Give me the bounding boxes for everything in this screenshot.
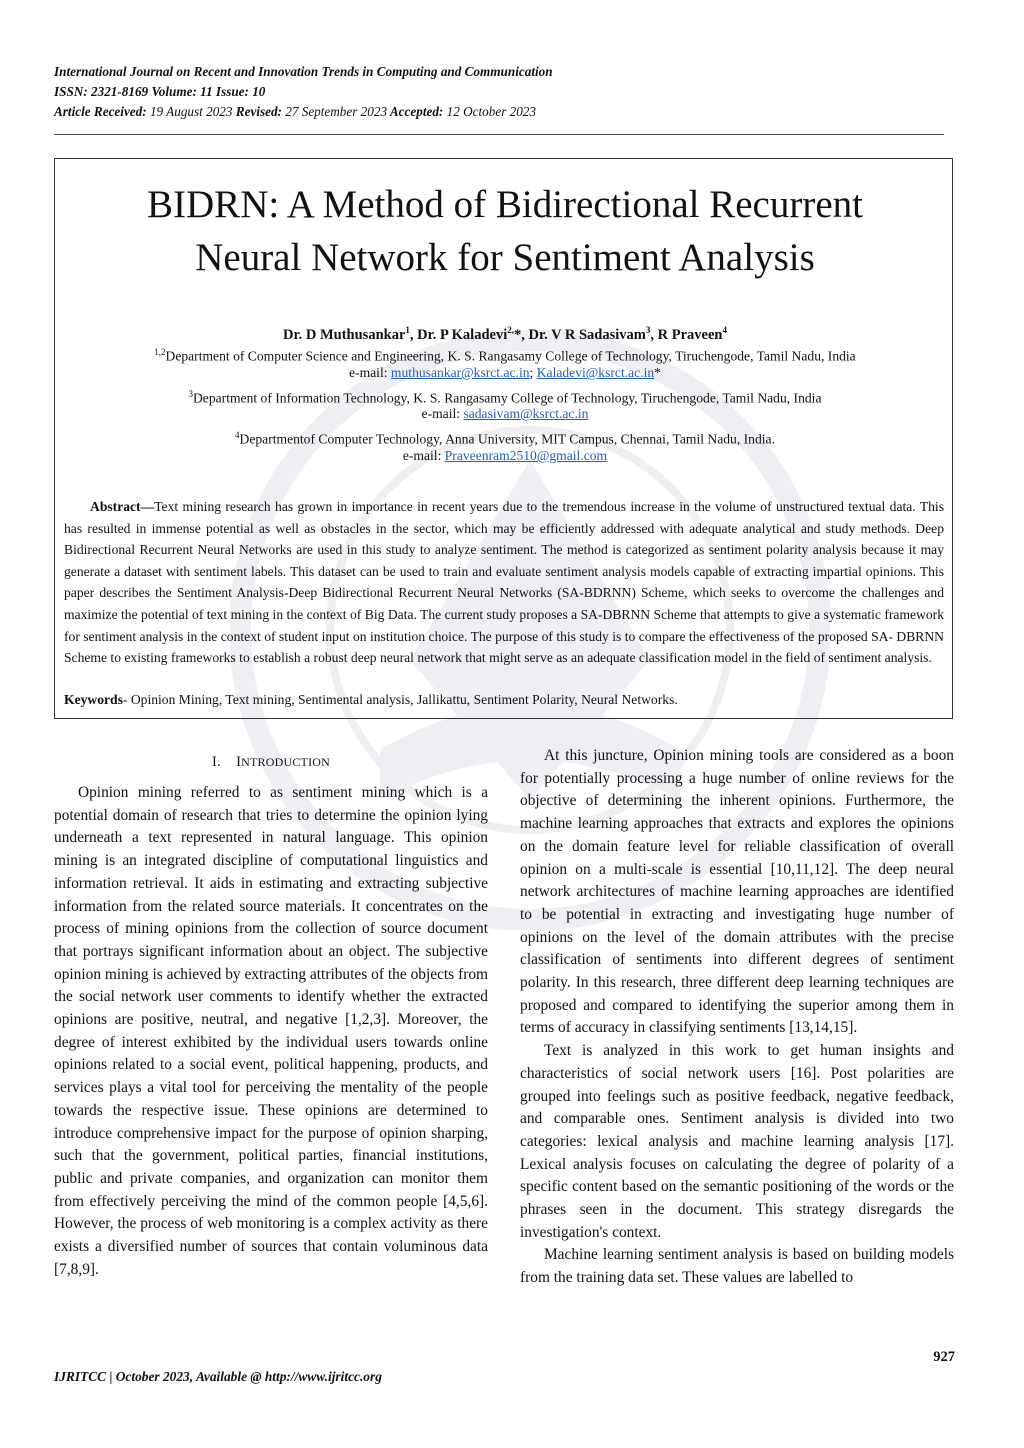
keywords-label: Keywords — [64, 692, 123, 707]
affiliation-1-text: Department of Computer Science and Engineering, K. S. Rangasamy College of Technology, Tiruchengode, Tamil Nadu, India — [165, 348, 856, 364]
journal-name: International Journal on Recent and Innovation Trends in Computing and Communication — [54, 64, 553, 79]
email-line-3 — [0, 446, 1010, 466]
left-column — [54, 782, 488, 1281]
abstract-text: Text mining research has grown in importance in recent years due to the tremendous increase in the volume of unstructured textual data. This has resulted in immense potential as well as obstacles in the sector, which may be efficiently addressed with adequate analytical and study methods. Deep Bidirectional Recurrent Neural Networks are used in this study to analyze sentiment. The method is categorized as sentiment polarity analysis because it may generate a dataset with sentiment labels. This dataset can be used to train and evaluate sentiment analysis models capable of extracting impartial opinions. This paper describes the Sentiment Analysis-Deep Bidirectional Recurrent Neural Networks (SA-BDRNN) Scheme, which seeks to overcome the challenges and maximize the potential of text mining in the context of Big Data. The current study proposes a SA-DBRNN Scheme that attempts to give a systematic framework for sentiment analysis in the context of student input on institution choice. The purpose of this study is to compare the effectiveness of the proposed SA- DBRNN Scheme to existing frameworks to establish a robust deep neural network that might serve as an adequate classification model in the field of sentiment analysis. — [64, 499, 944, 666]
author-2: Dr. P Kaladevi — [417, 326, 508, 343]
accepted-date: 12 October 2023 — [446, 104, 536, 119]
right-column — [520, 745, 954, 1290]
email-link-muthusankar[interactable]: muthusankar@ksrct.ac.in — [390, 365, 530, 380]
affiliation-3-text: Departmentof Computer Technology, Anna University, MIT Campus, Chennai, Tamil Nadu, India. — [239, 431, 775, 447]
author-2-sup: 2, — [507, 325, 514, 335]
page-number: 927 — [933, 1349, 955, 1365]
section-first-letter: I — [236, 754, 242, 770]
email-link-kaladevi[interactable]: Kaladevi@ksrct.ac.in — [536, 365, 655, 380]
author-1: Dr. D Muthusankar — [283, 326, 406, 343]
paragraph: At this juncture, Opinion mining tools are considered as a boon for potentially processing a huge number of online reviews for the objective of determining the inherent opinions. Furthermore, the machine learning approaches that extracts and explores the opinions on the domain feature level for reliable classification of overall opinion on a multi-scale is essential [10,11,12]. The deep neural network architectures of machine learning approaches are identified to be potential in extracting and investigating huge number of opinions on the level of the domain attributes with the precise classification of sentiments into different degrees of sentiment polarity. In this research, three different deep learning techniques are proposed and compared to identifying the superior among them in terms of accuracy in classifying sentiments [13,14,15]. — [520, 747, 954, 1037]
section-number: I. — [211, 754, 221, 770]
paragraph: Text is analyzed in this work to get human insights and characteristics of social network users [16]. Post polarities are grouped into feelings such as positive feedback, negative feedback, and comparable ones. Sentiment analysis is divided into two categories: lexical analysis and machine learning analysis [17]. Lexical analysis focuses on calculating the degree of polarity of a specific content based on the semantic positioning of the words or the phrases seen in the document. This strategy disregards the investigation's context. — [520, 1042, 954, 1241]
email-line-2 — [0, 404, 1010, 424]
email-label: e-mail: — [402, 448, 442, 463]
author-4: R Praveen — [657, 326, 723, 343]
paper-title — [0, 178, 1010, 284]
section-title-rest: NTRODUCTION — [241, 755, 331, 769]
received-label: Article Received: — [54, 104, 147, 119]
revised-label: Revised: — [235, 104, 282, 119]
journal-header — [54, 62, 954, 122]
revised-date: 27 September 2023 — [285, 104, 388, 119]
abstract-label: Abstract— — [90, 499, 155, 514]
email-line-1: e-mail: muthusankar@ksrct.ac.in; Kaladevi@ksrct.ac.in* — [349, 365, 661, 380]
email-label: e-mail: — [349, 365, 388, 380]
title-line-1: BIDRN: A Method of Bidirectional Recurrent — [147, 183, 863, 226]
email-link-sadasivam[interactable]: sadasivam@ksrct.ac.in — [463, 406, 589, 421]
paragraph: Machine learning sentiment analysis is based on building models from the training data set. These values are labelled to — [520, 1246, 954, 1287]
accepted-label: Accepted: — [389, 104, 444, 119]
article-dates — [54, 102, 954, 122]
title-line-2: Neural Network for Sentiment Analysis — [195, 236, 815, 279]
paragraph: Opinion mining referred to as sentiment mining which is a potential domain of research that tries to determine the opinion lying underneath a text represented in natural language. This opinion mining is an integrated discipline of computational linguistics and information retrieval. It aids in estimating and extracting subjective information from the related source materials. It concentrates on the process of mining opinions from the collection of source document that portrays significant information about an object. The subjective opinion mining is achieved by extracting attributes of the objects from the social network user comments to identify whether the extracted opinions are positive, neutral, and negative [1,2,3]. Moreover, the degree of interest exhibited by the individual users towards online opinions related to a social event, political happening, products, and services plays a vital tool for perceiving the mentality of the people towards the respective issue. These opinions are determined to introduce comprehensive impact for the purpose of opinion sharping, such that the government, political parties, financial institutions, public and private companies, and organization can monitor them from effectively perceiving the mind of the common people [4,5,6]. However, the process of web monitoring is a complex activity as there exists a diversified number of sources that contain voluminous data [7,8,9]. — [54, 784, 488, 1278]
issn-line: ISSN: 2321-8169 Volume: 11 Issue: 10 — [54, 84, 266, 99]
email-label: e-mail: — [421, 406, 461, 421]
section-heading-introduction — [54, 752, 488, 772]
abstract — [64, 496, 944, 669]
affiliation-3-sup: 4 — [235, 430, 240, 440]
author-3-sup: 3 — [645, 325, 651, 335]
footer-text: IJRITCC | October 2023, Available @ http://www.ijritcc.org — [54, 1369, 382, 1384]
keywords — [64, 690, 944, 710]
affiliation-2-sup: 3 — [188, 389, 193, 399]
header-divider — [54, 134, 944, 135]
received-date: 19 August 2023 — [149, 104, 233, 119]
author-3: Dr. V R Sadasivam — [528, 326, 646, 343]
author-list: Dr. D Muthusankar$^1$, Dr. P Kaladevi$^{2,}$*, Dr. V R Sadasivam$^3$, R Praveen$^4$ — [283, 325, 727, 343]
affiliation-1-sup: 1,2 — [154, 347, 166, 357]
keywords-text: - Opinion Mining, Text mining, Sentimental analysis, Jallikattu, Sentiment Polarity, Neural Networks. — [122, 692, 678, 707]
affiliation-2-text: Department of Information Technology, K. S. Rangasamy College of Technology, Tiruchengode, Tamil Nadu, India — [192, 390, 822, 406]
email-link-praveen[interactable]: Praveenram2510@gmail.com — [444, 448, 608, 463]
author-4-sup: 4 — [722, 325, 727, 335]
author-1-sup: 1 — [405, 325, 410, 335]
